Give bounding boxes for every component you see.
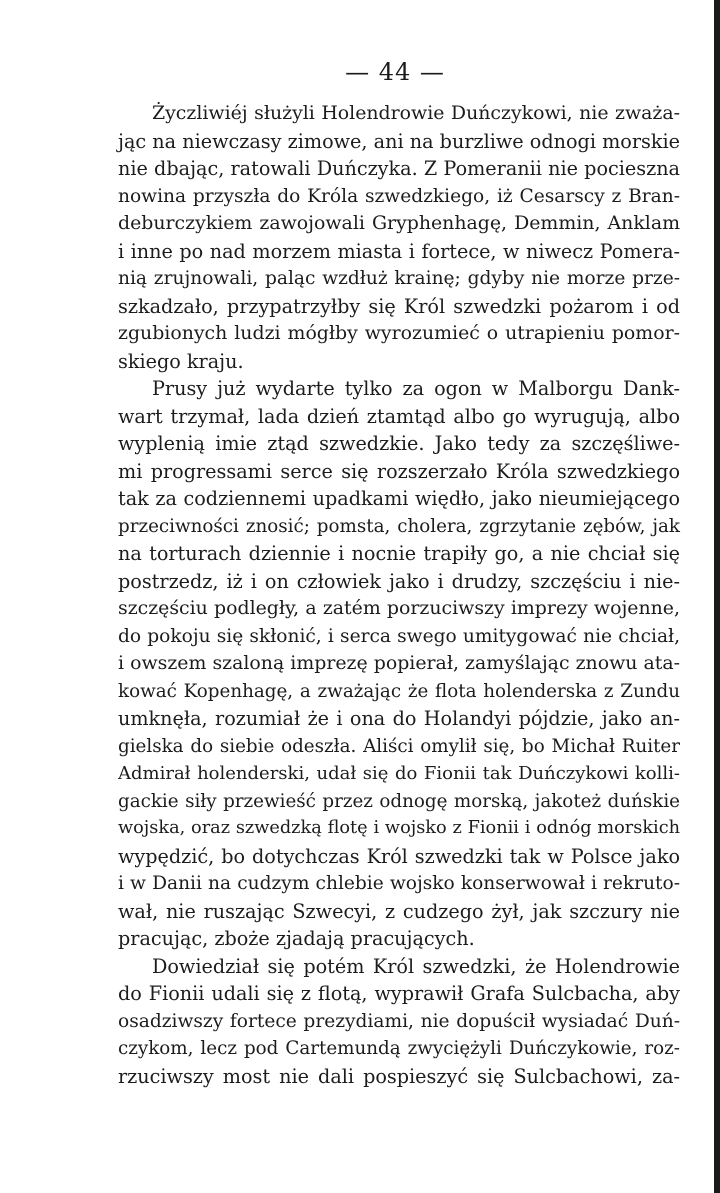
text-line: deburczykiem zawojowali Gryphenhagę, Demmin, Anklam xyxy=(118,212,680,234)
text-line: Admirał holenderski, udał się do Fionii tak Duńczykowi kolli- xyxy=(118,763,680,784)
text-line: szkadzało, przypatrzyłby się Król szwedzki pożarom i od xyxy=(118,294,680,318)
text-line: jąc na niewczasy zimowe, ani na burzliwe odnogi morskie xyxy=(118,129,680,153)
text-line: nie dbając, ratowali Duńczyka. Z Pomeranii nie pocieszna xyxy=(118,157,680,180)
text-line: Prusy już wydarte tylko za ogon w Malborgu Dank- xyxy=(152,377,680,400)
text-line: czykom, lecz pod Cartemundą zwyciężyli Duńczykowie, roz- xyxy=(118,1038,680,1059)
text-line: gielska do siebie odeszła. Aliści omylił się, bo Michał Ruiter xyxy=(118,735,680,757)
text-line: wypędzić, bo dotychczas Król szwedzki tak w Polsce jako xyxy=(118,844,680,868)
text-line: przeciwności znosić; pomsta, cholera, zgrzytanie zębów, jak xyxy=(118,515,680,537)
text-line: wojska, oraz szwedzką flotę i wojsko z Fionii i odnóg morskich xyxy=(118,818,680,838)
text-line: pracując, zboże zjadają pracujących. xyxy=(118,927,475,950)
page-edge-shadow xyxy=(714,0,720,1193)
text-line: nią zrujnowali, paląc wzdłuż krainę; gdyby nie morze prze- xyxy=(118,268,680,289)
text-line: skiego kraju. xyxy=(118,349,244,373)
text-line: do Fionii udali się z flotą, wyprawił Grafa Sulcbacha, aby xyxy=(118,982,680,1005)
text-line: mi progressami serce się rozszerzało Króla szwedzkiego xyxy=(118,459,680,483)
text-line: nowina przyszła do Króla szwedzkiego, iż Cesarscy z Bran- xyxy=(118,185,680,207)
text-line: na torturach dziennie i nocnie trapiły go, a nie chciał się xyxy=(118,542,680,565)
page-number: — 44 — xyxy=(345,58,445,86)
text-line: do pokoju się skłonić, i serca swego umitygować nie chciał, xyxy=(118,625,680,647)
text-line: zgubionych ludzi mógłby wyrozumieć o utrapieniu pomor- xyxy=(118,322,680,344)
text-line: gackie siły przewieść przez odnogę morską, jakoteż duńskie xyxy=(118,790,680,812)
body-text xyxy=(118,100,680,1090)
text-line: tak za codziennemi upadkami więdło, jako nieumiejącego xyxy=(118,487,680,510)
text-line: Dowiedział się potém Król szwedzki, że Holendrowie xyxy=(152,954,680,978)
text-line: postrzedz, iż i on człowiek jako i drudzy, szczęściu i nie- xyxy=(118,569,680,593)
text-line: wart trzymał, lada dzień ztamtąd albo go wyrugują, albo xyxy=(118,404,680,428)
text-line: wyplenią imie ztąd szwedzkie. Jako tedy za szczęśliwe- xyxy=(118,432,680,455)
text-line: i owszem szaloną imprezę popierał, zamyślając znowu ata- xyxy=(118,652,680,674)
text-line: kować Kopenhagę, a zważając że flota holenderska z Zundu xyxy=(118,680,680,702)
text-line: i inne po nad morzem miasta i fortece, w niwecz Pomera- xyxy=(118,239,680,263)
text-line: i w Danii na cudzym chlebie wojsko konserwował i rekruto- xyxy=(118,873,680,894)
text-line: umknęła, rozumiał że i ona do Holandyi pójdzie, jako an- xyxy=(118,707,680,730)
text-line: wał, nie ruszając Szwecyi, z cudzego żył, jak szczury nie xyxy=(118,899,680,923)
text-line: rzuciwszy most nie dali pospieszyć się Sulcbachowi, za- xyxy=(118,1064,680,1088)
text-line: osadziwszy fortece prezydiami, nie dopuścił wysiadać Duń- xyxy=(118,1010,680,1032)
text-line: Życzliwiéj służyli Holendrowie Duńczykowi, nie zważa- xyxy=(152,102,680,124)
text-line: szczęściu podległy, a zatém porzuciwszy imprezy wojenne, xyxy=(118,597,680,619)
